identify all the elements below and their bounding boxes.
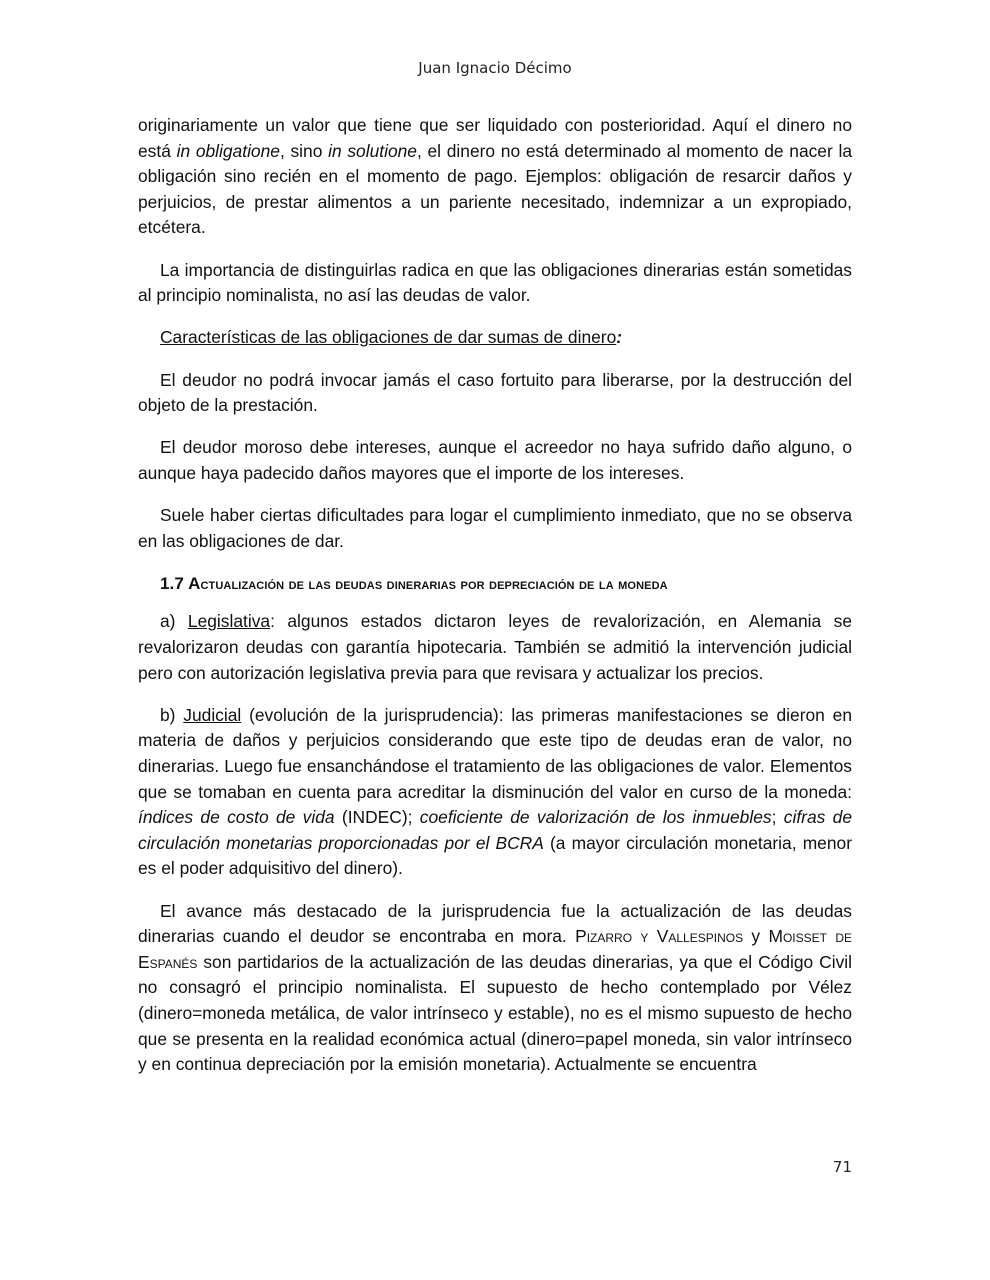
text-run: (a mayor circulación monetaria, menor es el poder adquisitivo del dinero). <box>138 832 852 879</box>
author-names: Moisset de Espanés <box>138 926 853 972</box>
text-run: (INDEC); <box>334 807 420 828</box>
subheading-characteristics <box>138 325 852 351</box>
italic-term: in obligatione <box>176 140 280 161</box>
text-run: El avance más destacado de la jurisprudencia fue la actualización de las deudas dinerarias cuando el deudor se encontraba en mora. <box>138 900 852 947</box>
author-names: Pizarro y Vallespinos <box>575 926 744 947</box>
section-number: 1.7 A <box>160 573 201 593</box>
italic-term: in solutione <box>328 140 417 161</box>
text-run: y <box>743 926 769 947</box>
text-run: b) <box>160 704 184 725</box>
section-title: ctualización de las deudas dinerarias por depreciación de la moneda <box>200 575 668 593</box>
page-body <box>138 113 852 1094</box>
text-run: ; <box>771 807 784 828</box>
paragraph-judicial <box>138 703 852 882</box>
text-run: , sino <box>279 140 329 161</box>
text-run: a) <box>160 611 188 632</box>
underlined-term: Legislativa <box>187 611 271 632</box>
text-run: , el dinero no está determinado al momento de nacer la obligación sino recién en el momento de pago. Ejemplos: obligación de resarcir daños y perjuicios, de prestar alimentos a un pariente necesitado, indemnizar a un expropiado, etcétera. <box>138 140 853 238</box>
subheading-text: Características de las obligaciones de dar sumas de dinero <box>160 327 617 348</box>
page-number: 71 <box>832 1158 852 1176</box>
italic-term: coeficiente de valorización de los inmuebles <box>419 807 772 828</box>
paragraph-legislativa <box>138 609 852 686</box>
running-header: Juan Ignacio Décimo <box>418 59 572 77</box>
text-run: son partidarios de la actualización de las deudas dinerarias, ya que el Código Civil no consagró el principio nominalista. El supuesto de hecho contemplado por Vélez (dinero=moneda metálica, de valor intrínseco y estable), no es el mismo supuesto de hecho que se presenta en la realidad económica actual (dinero=papel moneda, sin valor intrínseco y en continua depreciación por la emisión monetaria). Actualmente se encuentra <box>138 951 852 1075</box>
text-run: (evolución de la jurisprudencia): las primeras manifestaciones se dieron en materia de daños y perjuicios considerando que este tipo de deudas eran de valor, no dinerarias. Luego fue ensanchándose el tratamiento de las obligaciones de valor. Elementos que se tomaban en cuenta para acreditar la disminución del valor en curso de la moneda: <box>138 704 853 802</box>
paragraph-2: La importancia de distinguirlas radica en que las obligaciones dinerarias están sometidas al principio nominalista, no así las deudas de valor. <box>138 259 852 306</box>
paragraph-4: El deudor no podrá invocar jamás el caso fortuito para liberarse, por la destrucción del objeto de la prestación. <box>138 369 852 416</box>
italic-term: cifras de circulación monetarias proporcionadas por el BCRA <box>138 807 852 853</box>
underlined-term: Judicial <box>183 704 242 725</box>
paragraph-1 <box>138 113 852 241</box>
subheading-colon: : <box>616 327 623 348</box>
paragraph-5: El deudor moroso debe intereses, aunque el acreedor no haya sufrido daño alguno, o aunque haya padecido daños mayores que el importe de los intereses. <box>138 437 852 483</box>
section-heading <box>138 571 852 598</box>
text-run: : algunos estados dictaron leyes de revalorización, en Alemania se revalorizaron deudas con garantía hipotecaria. También se admitió la intervención judicial pero con autorización legislativa previa para que revisara y actualizar los precios. <box>138 611 852 683</box>
text-run: originariamente un valor que tiene que ser liquidado con posterioridad. Aquí el dinero no está <box>138 115 852 161</box>
italic-term: índices de costo de vida <box>138 807 335 828</box>
paragraph-avance <box>138 899 852 1078</box>
paragraph-6: Suele haber ciertas dificultades para logar el cumplimiento inmediato, que no se observa en las obligaciones de dar. <box>138 505 852 551</box>
